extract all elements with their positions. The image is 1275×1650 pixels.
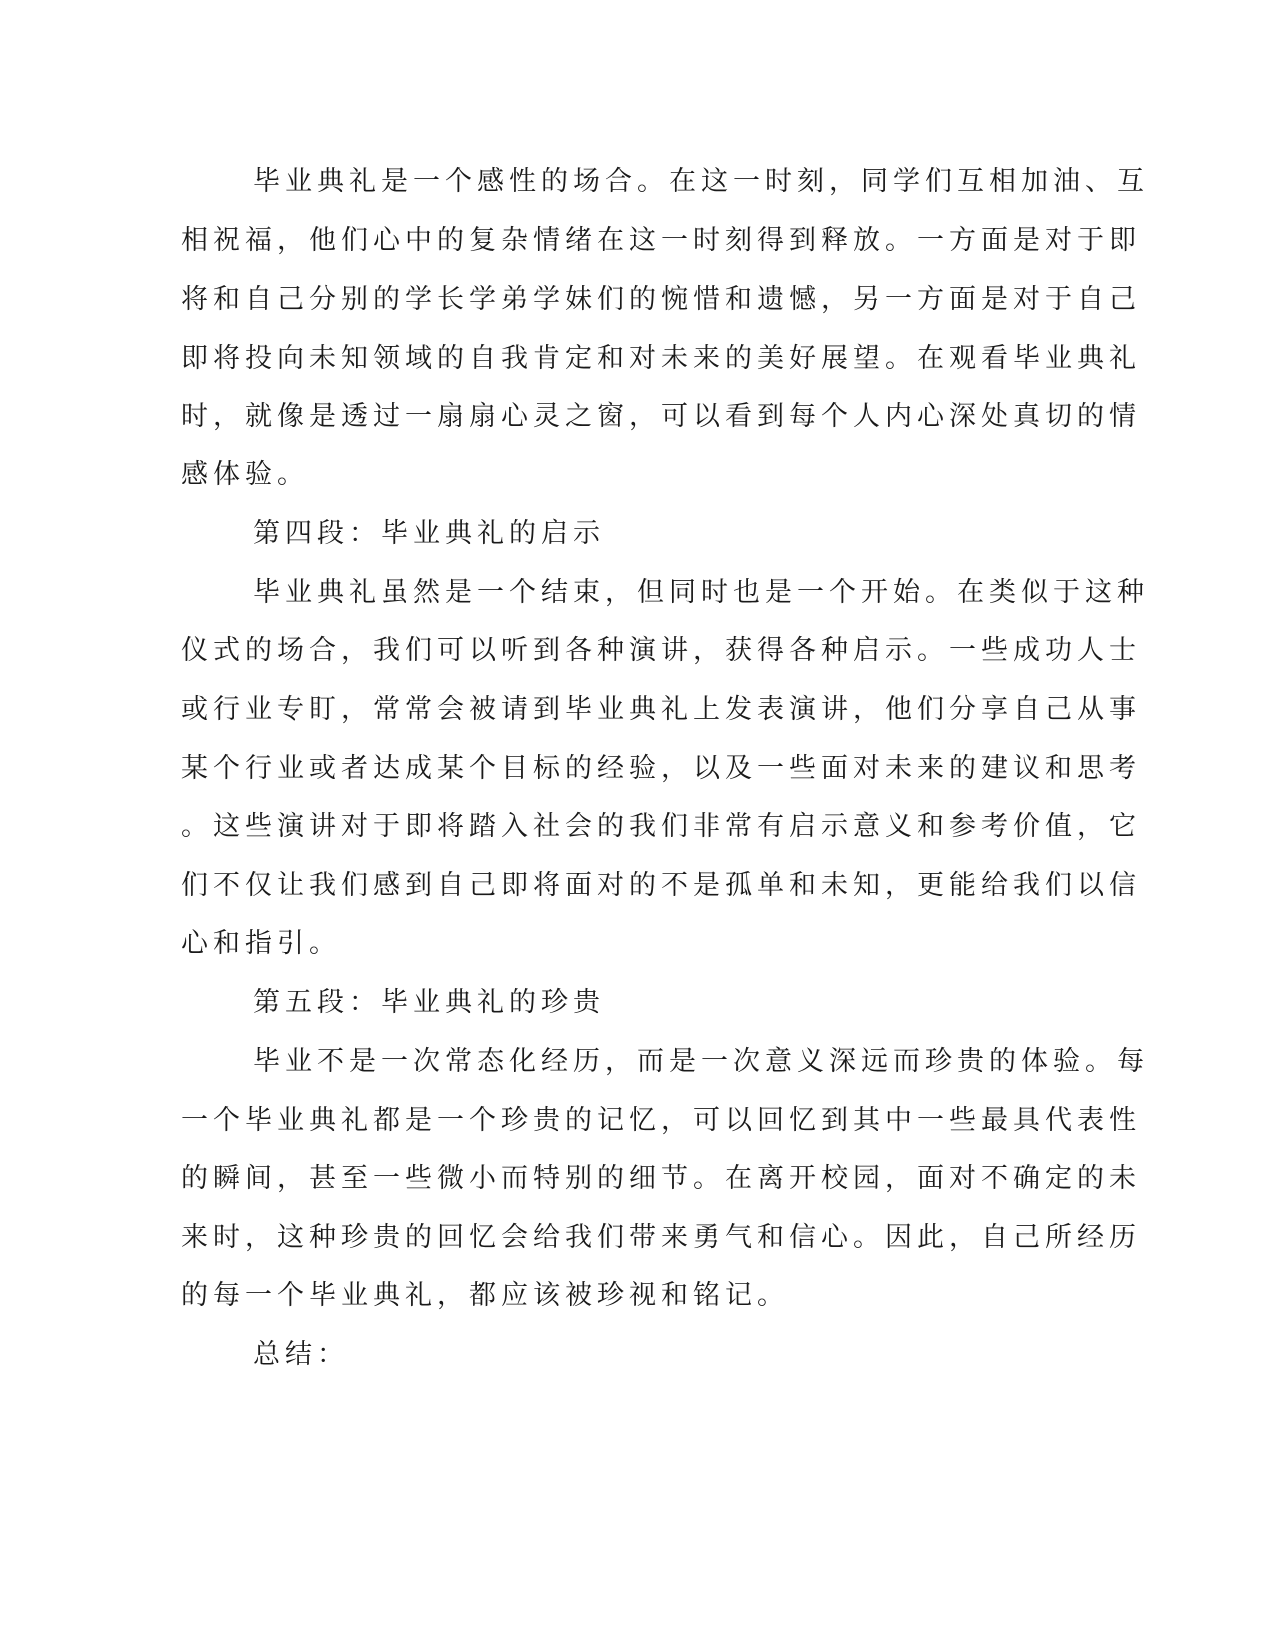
- summary-heading: 总结：: [253, 1339, 349, 1370]
- paragraph-line: 们不仅让我们感到自己即将面对的不是孤单和未知，更能给我们以信: [181, 870, 1141, 901]
- paragraph-line: 感体验。: [181, 459, 309, 490]
- paragraph-line: 的每一个毕业典礼，都应该被珍视和铭记。: [181, 1280, 789, 1311]
- paragraph-line: 或行业专盯，常常会被请到毕业典礼上发表演讲，他们分享自己从事: [181, 694, 1141, 725]
- paragraph-line: 相祝福，他们心中的复杂情绪在这一时刻得到释放。一方面是对于即: [181, 225, 1141, 256]
- paragraph-line: 来时，这种珍贵的回忆会给我们带来勇气和信心。因此，自己所经历: [181, 1222, 1141, 1253]
- section-heading-4: 第四段：毕业典礼的启示: [253, 518, 605, 549]
- paragraph-line: 某个行业或者达成某个目标的经验，以及一些面对未来的建议和思考: [181, 753, 1141, 784]
- paragraph-line: 即将投向未知领域的自我肯定和对未来的美好展望。在观看毕业典礼: [181, 343, 1141, 374]
- paragraph-line: 的瞬间，甚至一些微小而特别的细节。在离开校园，面对不确定的未: [181, 1163, 1141, 1194]
- paragraph-line: 毕业不是一次常态化经历，而是一次意义深远而珍贵的体验。每: [253, 1046, 1149, 1077]
- paragraph-line: 将和自己分别的学长学弟学妹们的惋惜和遗憾，另一方面是对于自己: [181, 284, 1141, 315]
- paragraph-line: 心和指引。: [181, 928, 341, 959]
- paragraph-line: 毕业典礼是一个感性的场合。在这一时刻，同学们互相加油、互: [253, 166, 1149, 197]
- section-heading-5: 第五段：毕业典礼的珍贵: [253, 987, 605, 1018]
- paragraph-line: 仪式的场合，我们可以听到各种演讲，获得各种启示。一些成功人士: [181, 635, 1141, 666]
- paragraph-line: 毕业典礼虽然是一个结束，但同时也是一个开始。在类似于这种: [253, 577, 1149, 608]
- paragraph-line: 时，就像是透过一扇扇心灵之窗，可以看到每个人内心深处真切的情: [181, 401, 1141, 432]
- paragraph-line: 一个毕业典礼都是一个珍贵的记忆，可以回忆到其中一些最具代表性: [181, 1105, 1141, 1136]
- paragraph-line: 。这些演讲对于即将踏入社会的我们非常有启示意义和参考价值，它: [181, 811, 1141, 842]
